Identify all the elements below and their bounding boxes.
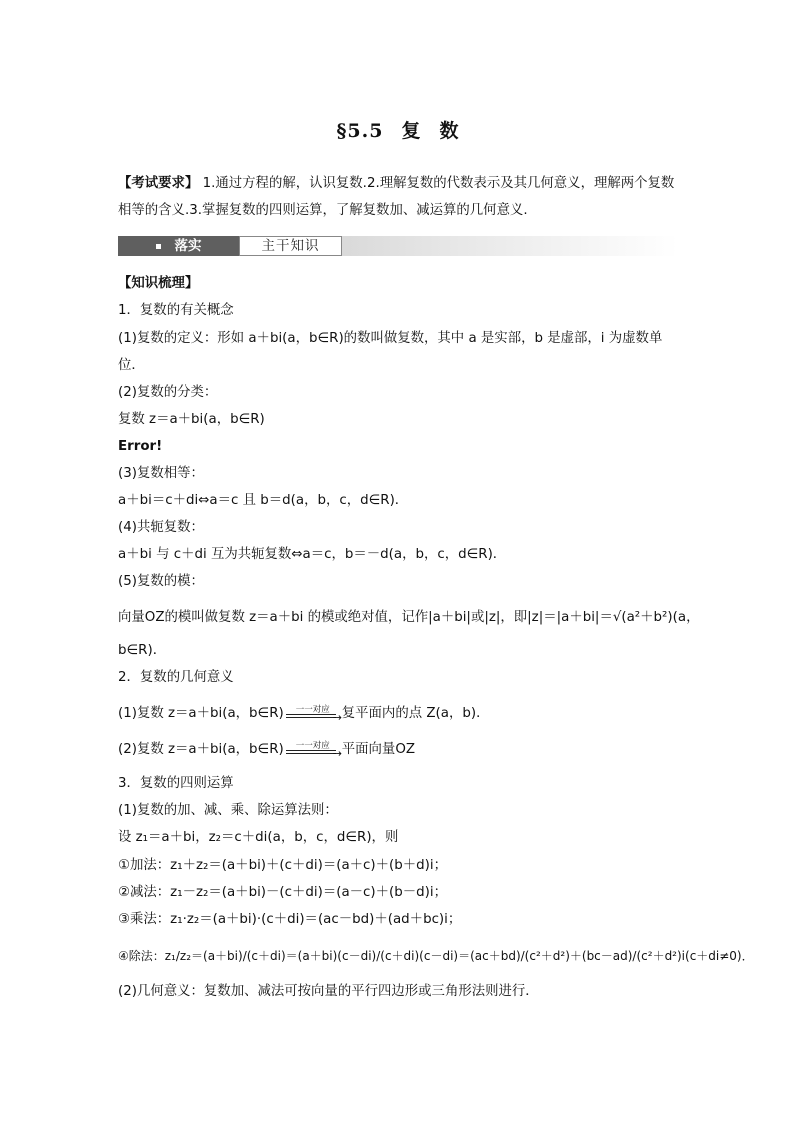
classification-line: 复数 z＝a＋bi(a，b∈R) xyxy=(118,412,265,427)
modulus-heading: (5)复数的模： xyxy=(118,574,204,589)
multiplication-line: ③乘法：z₁·z₂＝(a＋bi)·(c＋di)＝(ac－bd)＋(ad＋bc)i； xyxy=(118,912,462,927)
requirements-label: 【考试要求】 xyxy=(118,176,199,191)
section-bar xyxy=(118,236,678,256)
definition-line: (1)复数的定义：形如 a＋bi(a，b∈R)的数叫做复数，其中 a 是实部，b 是虚部，i 为虚数单 xyxy=(118,331,663,346)
title-word-2: 数 xyxy=(439,120,460,142)
one-to-one-arrow-icon: 一一对应 → xyxy=(284,704,342,724)
point-2-heading: 2．复数的几何意义 xyxy=(118,670,234,685)
subtraction-line: ②减法：z₁－z₂＝(a＋bi)－(c＋di)＝(a－c)＋(b－d)i； xyxy=(118,885,447,900)
bar-right-tab: 主干知识 xyxy=(239,236,342,256)
geometric-meaning-line: (2)几何意义：复数加、减法可按向量的平行四边形或三角形法则进行． xyxy=(118,984,539,999)
addition-line: ①加法：z₁＋z₂＝(a＋bi)＋(c＋di)＝(a＋c)＋(b＋d)i； xyxy=(118,858,447,873)
division-line: ④除法：z₁/z₂＝(a＋bi)/(c＋di)＝(a＋bi)(c－di)/(c＋di)(c－di)＝(ac＋bd)/(c²＋d²)＋(bc－ad)/(c²＋d²)i(c＋di≠0)． xyxy=(118,949,754,963)
conjugate-heading: (4)共轭复数： xyxy=(118,520,204,535)
operands-line: 设 z₁＝a＋bi，z₂＝c＋di(a，b，c，d∈R)，则 xyxy=(118,830,399,845)
operations-heading: (1)复数的加、减、乘、除运算法则： xyxy=(118,803,338,818)
geometric-line-1: (1)复数 z＝a＋bi(a，b∈R) 一一对应 → 复平面内的点 Z(a，b)． xyxy=(118,705,490,724)
title-word-1: 复 xyxy=(401,120,422,142)
equality-heading: (3)复数相等： xyxy=(118,466,204,481)
modulus-line-cont: b∈R)． xyxy=(118,643,167,658)
equality-line: a＋bi＝c＋di⇔a＝c 且 b＝d(a，b，c，d∈R)． xyxy=(118,493,409,508)
page-title xyxy=(118,116,678,143)
section-number: §5.5 xyxy=(336,120,384,142)
modulus-line: 向量OZ的模叫做复数 z＝a＋bi 的模或绝对值，记作|a＋bi|或|z|，即|z|＝|a＋bi|＝√(a²＋b²)(a， xyxy=(118,610,700,625)
point-3-heading: 3．复数的四则运算 xyxy=(118,776,234,791)
geometric-line-2: (2)复数 z＝a＋bi(a，b∈R) 一一对应 → 平面向量OZ xyxy=(118,741,416,760)
requirements-text: 1.通过方程的解，认识复数.2.理解复数的代数表示及其几何意义，理解两个复数相等的含义.3.掌握复数的四则运算，了解复数加、减运算的几何意义. xyxy=(118,176,675,218)
knowledge-heading: 【知识梳理】 xyxy=(118,276,199,291)
square-bullet-icon xyxy=(156,244,161,249)
point-1-heading: 1．复数的有关概念 xyxy=(118,303,234,318)
error-text: Error! xyxy=(118,439,163,454)
exam-requirements xyxy=(118,170,680,224)
bar-left-tab: 落实 xyxy=(118,236,239,256)
classification-heading: (2)复数的分类： xyxy=(118,385,218,400)
definition-line-cont: 位． xyxy=(118,358,145,373)
conjugate-line: a＋bi 与 c＋di 互为共轭复数⇔a＝c，b＝－d(a，b，c，d∈R)． xyxy=(118,547,507,562)
one-to-one-arrow-icon: 一一对应 → xyxy=(284,740,342,760)
